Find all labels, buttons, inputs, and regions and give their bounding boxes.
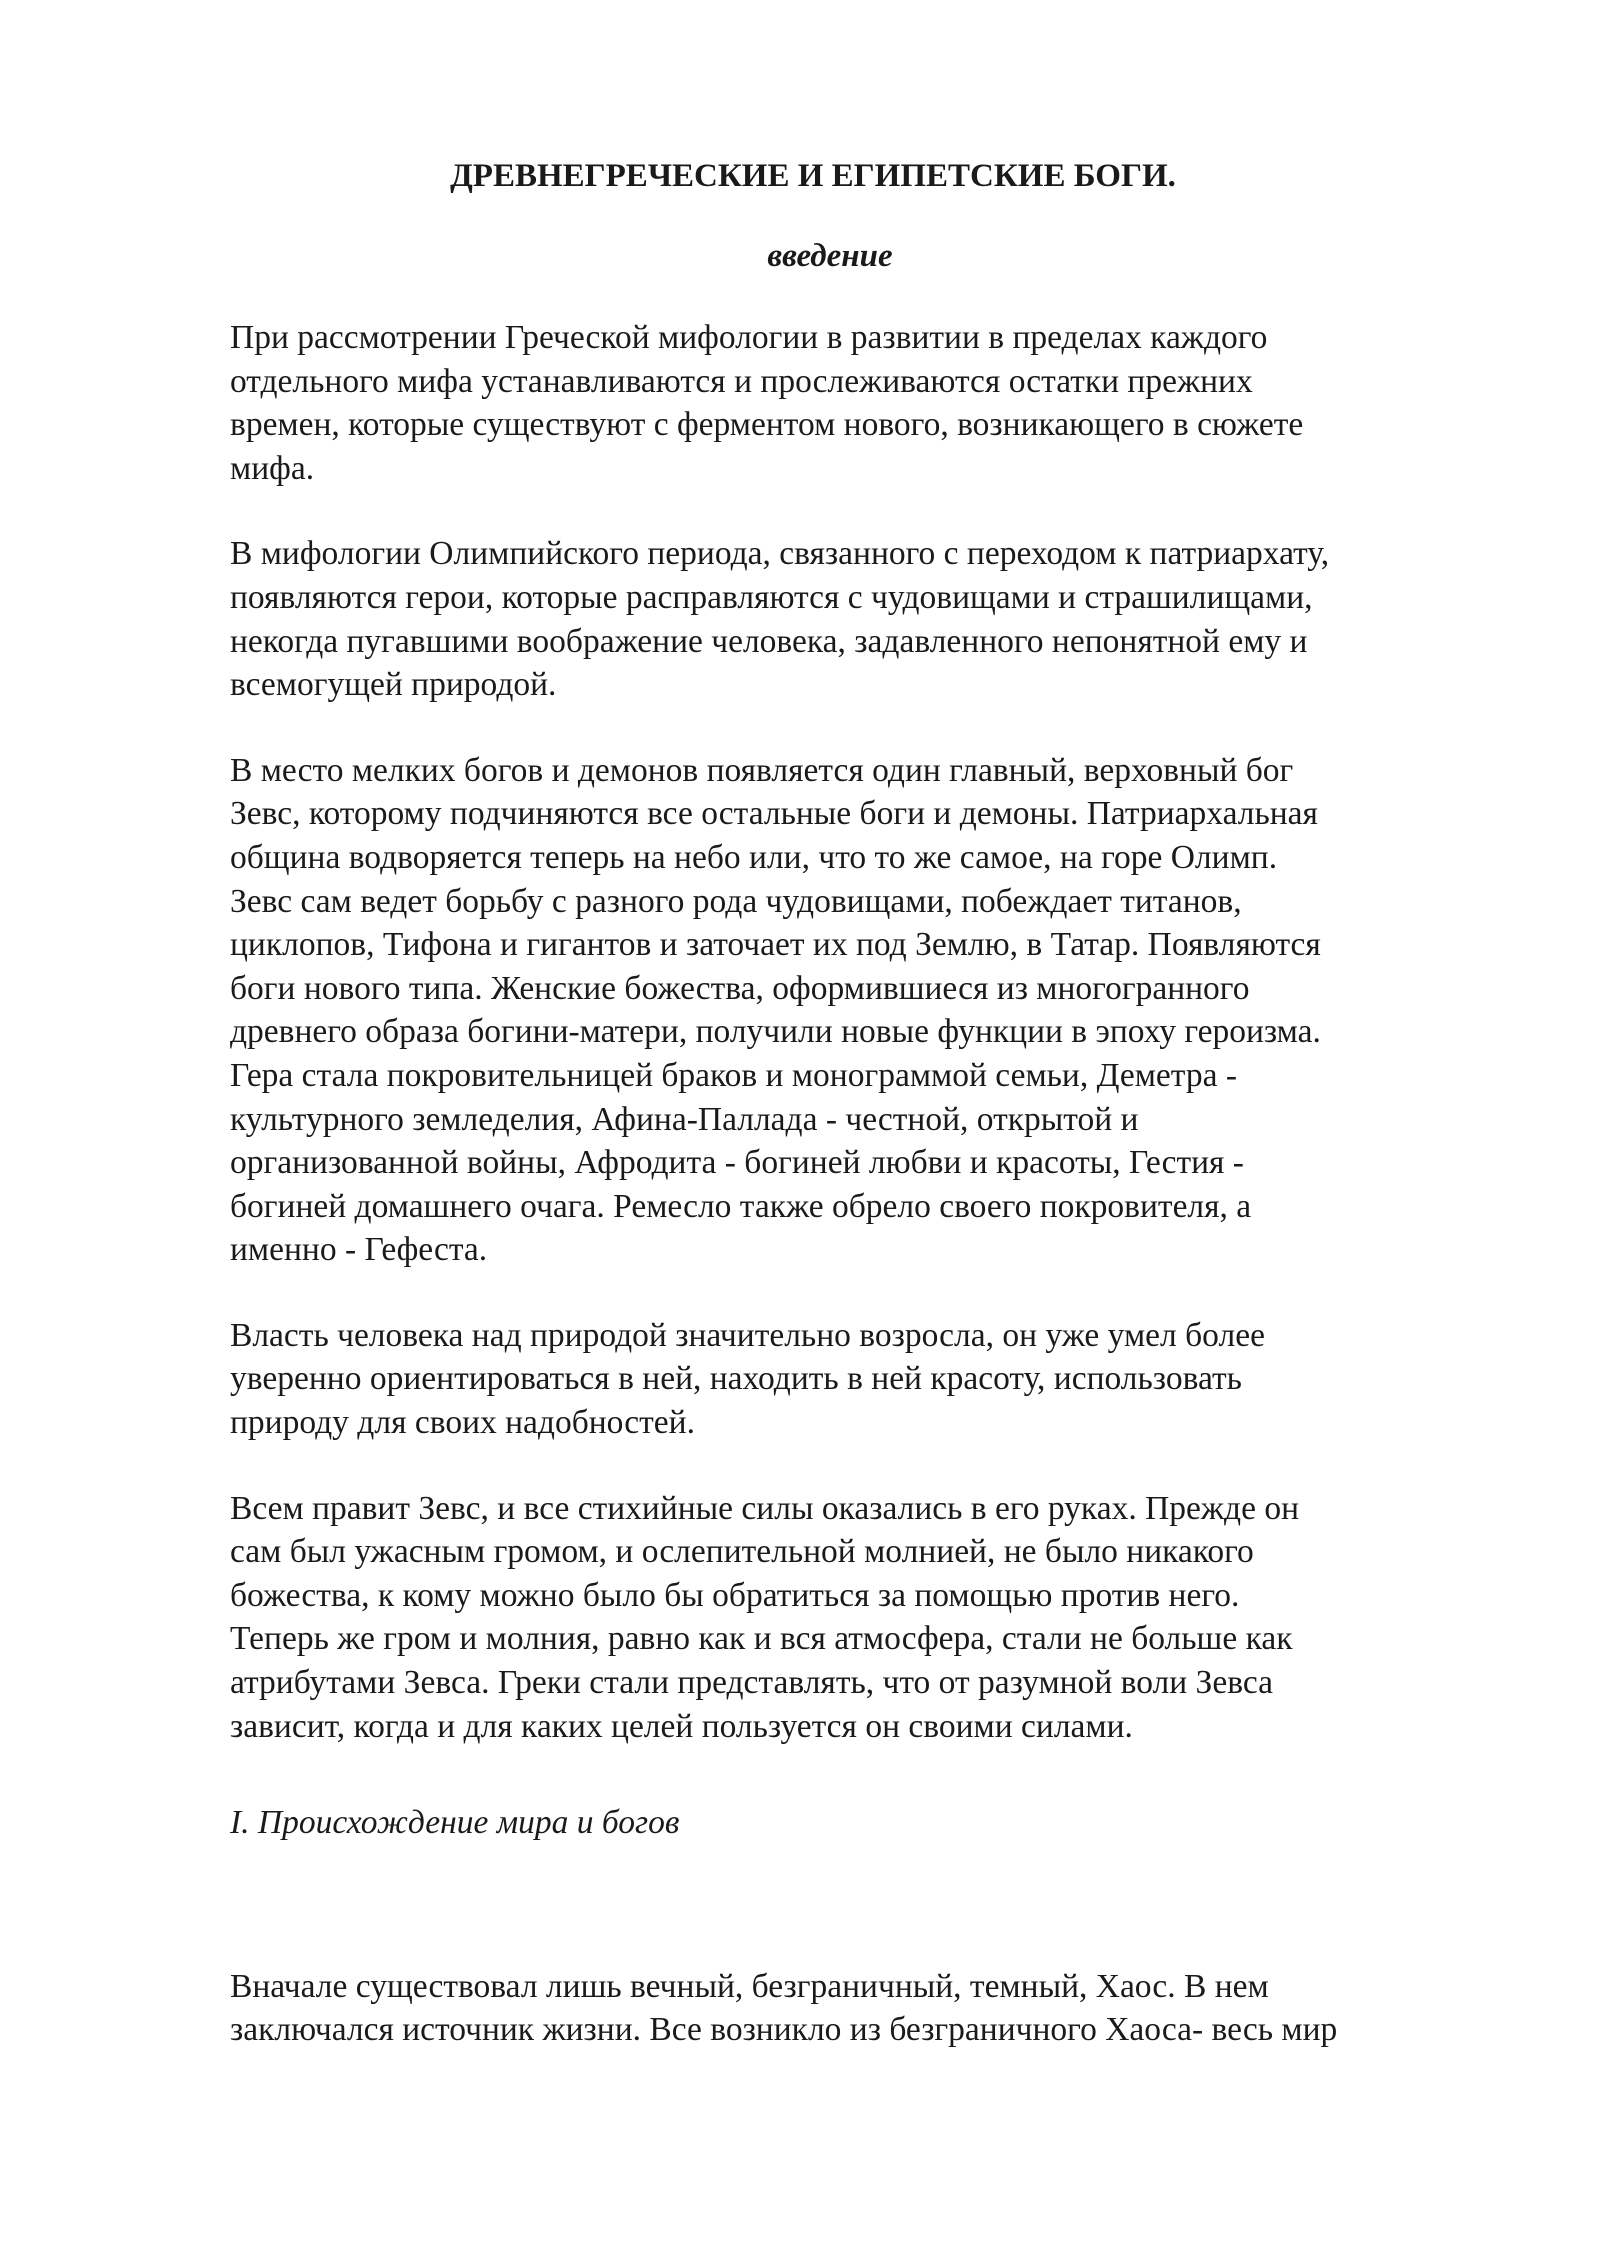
text-line: уверенно ориентироваться в ней, находить в ней красоту, использовать	[230, 1360, 1242, 1398]
text-line: При рассмотрении Греческой мифологии в развитии в пределах каждого	[230, 319, 1268, 356]
text-line: всемогущей природой.	[230, 666, 557, 704]
text-line: именно - Гефеста.	[230, 1231, 488, 1269]
section-heading: I. Происхождение мира и богов	[230, 1804, 680, 1842]
text-line: появляются герои, которые расправляются с чудовищами и страшилищами,	[230, 578, 1313, 616]
text-line: Гера стала покровительницей браков и монограммой семьи, Деметра -	[230, 1056, 1237, 1094]
paragraph-2	[230, 532, 1540, 706]
section-paragraph	[230, 1965, 1540, 2052]
paragraph-4	[230, 1314, 1540, 1445]
paragraph-5	[230, 1487, 1540, 1749]
text-line: сам был ужасным громом, и ослепительной молнией, не было никакого	[230, 1533, 1254, 1571]
text-line: В место мелких богов и демонов появляется один главный, верховный бог	[230, 751, 1294, 789]
text-line: Власть человека над природой значительно возросла, он уже умел более	[230, 1316, 1265, 1354]
text-line: циклопов, Тифона и гигантов и заточает их под Землю, в Татар. Появляются	[230, 926, 1321, 964]
text-line: божества, к кому можно было бы обратиться за помощью против него.	[230, 1576, 1240, 1614]
text-line: В мифологии Олимпийского периода, связанного с переходом к патриархату,	[230, 535, 1330, 573]
text-line: община водворяется теперь на небо или, что то же самое, на горе Олимп.	[230, 838, 1278, 876]
text-line: мифа.	[230, 449, 315, 487]
text-line: отдельного мифа устанавливаются и прослеживаются остатки прежних	[230, 362, 1253, 400]
paragraph-3	[230, 749, 1540, 1272]
text-line: времен, которые существуют с ферментом нового, возникающего в сюжете	[230, 406, 1304, 444]
document-title: ДРЕВНЕГРЕЧЕСКИЕ И ЕГИПЕТСКИЕ БОГИ.	[450, 158, 1176, 194]
text-line: древнего образа богини-матери, получили новые функции в эпоху героизма.	[230, 1013, 1321, 1051]
text-line: Зевс, которому подчиняются все остальные боги и демоны. Патриархальная	[230, 795, 1318, 833]
paragraph-1	[230, 316, 1540, 490]
text-line: зависит, когда и для каких целей пользуется он своими силами.	[230, 1707, 1133, 1745]
text-line: богиней домашнего очага. Ремесло также обрело своего покровителя, а	[230, 1187, 1252, 1225]
text-line: заключался источник жизни. Все возникло из безграничного Хаоса- весь мир	[230, 2011, 1338, 2049]
document-body	[230, 316, 1540, 2094]
text-line: некогда пугавшими воображение человека, задавленного непонятной ему и	[230, 622, 1308, 660]
text-line: природу для своих надобностей.	[230, 1404, 695, 1442]
text-line: атрибутами Зевса. Греки стали представлять, что от разумной воли Зевса	[230, 1664, 1273, 1702]
text-line: боги нового типа. Женские божества, оформившиеся из многогранного	[230, 969, 1250, 1007]
text-line: Всем правит Зевс, и все стихийные силы оказались в его руках. Прежде он	[230, 1489, 1299, 1527]
text-line: Зевс сам ведет борьбу с разного рода чудовищами, побеждает титанов,	[230, 882, 1242, 920]
document-subtitle: введение	[767, 238, 893, 274]
text-line: организованной войны, Афродита - богиней любви и красоты, Гестия -	[230, 1144, 1244, 1182]
text-line: культурного земледелия, Афина-Паллада - честной, открытой и	[230, 1100, 1139, 1138]
text-line: Теперь же гром и молния, равно как и вся атмосфера, стали не больше как	[230, 1620, 1293, 1658]
text-line: Вначале существовал лишь вечный, безграничный, темный, Хаос. В нем	[230, 1967, 1269, 2005]
